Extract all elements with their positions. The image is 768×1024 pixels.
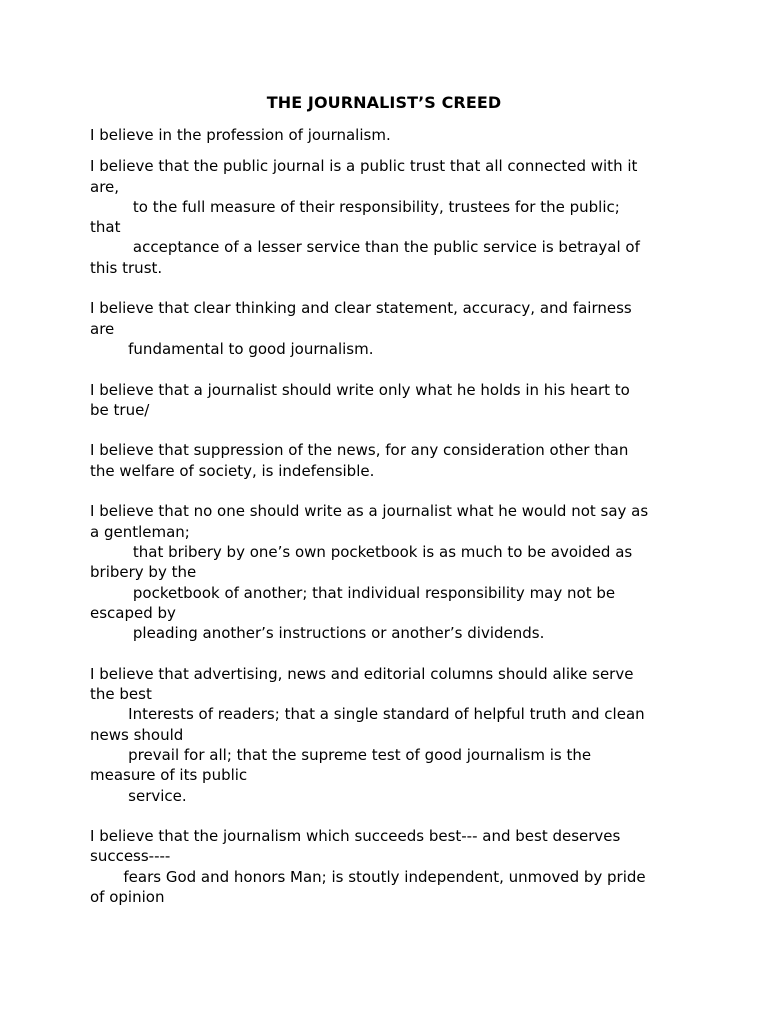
paragraph-line: pleading another’s instructions or another’s dividends. xyxy=(90,624,545,643)
paragraph-line: bribery by the xyxy=(90,563,197,582)
paragraph-line: news should xyxy=(90,725,184,744)
paragraph-line: I believe in the profession of journalism. xyxy=(90,126,391,144)
paragraph-spacer xyxy=(90,806,690,826)
paragraph-spacer xyxy=(90,278,690,298)
paragraph-spacer xyxy=(90,359,690,379)
paragraph-spacer xyxy=(90,643,690,663)
paragraph-spacer xyxy=(90,145,690,156)
creed-paragraph xyxy=(90,156,690,278)
paragraph-line: acceptance of a lesser service than the public service is betrayal of xyxy=(90,238,640,257)
paragraph-line: service. xyxy=(90,786,187,805)
paragraph-line: that bribery by one’s own pocketbook is as much to be avoided as xyxy=(90,542,633,561)
paragraph-line: pocketbook of another; that individual responsibility may not be xyxy=(90,583,616,602)
paragraph-line: prevail for all; that the supreme test of good journalism is the xyxy=(90,745,592,764)
creed-paragraph xyxy=(90,380,690,421)
paragraph-line: be true/ xyxy=(90,400,150,419)
creed-paragraph xyxy=(90,826,690,907)
paragraph-line: I believe that clear thinking and clear statement, accuracy, and fairness xyxy=(90,299,632,318)
document-title: THE JOURNALIST’S CREED xyxy=(266,93,502,112)
paragraph-line: I believe that the public journal is a public trust that all connected with it xyxy=(90,157,638,176)
document-body xyxy=(90,125,690,907)
paragraph-line: a gentleman; xyxy=(90,522,190,541)
paragraph-line: this trust. xyxy=(90,258,163,277)
paragraph-spacer xyxy=(90,420,690,440)
paragraph-line: that xyxy=(90,218,121,237)
creed-paragraph xyxy=(90,298,690,359)
creed-paragraph xyxy=(90,125,690,145)
paragraph-line: the best xyxy=(90,685,152,704)
paragraph-line: escaped by xyxy=(90,603,176,622)
creed-paragraph xyxy=(90,664,690,806)
paragraph-line: are xyxy=(90,319,115,338)
paragraph-line: fears God and honors Man; is stoutly independent, unmoved by pride xyxy=(90,867,646,886)
paragraph-line: to the full measure of their responsibility, trustees for the public; xyxy=(90,197,620,216)
paragraph-line: I believe that no one should write as a journalist what he would not say as xyxy=(90,502,649,521)
paragraph-line: I believe that a journalist should write only what he holds in his heart to xyxy=(90,380,630,399)
paragraph-line: I believe that advertising, news and editorial columns should alike serve xyxy=(90,664,634,683)
creed-paragraph xyxy=(90,440,690,481)
paragraph-line: of opinion xyxy=(90,887,165,906)
paragraph-line: success---- xyxy=(90,847,171,866)
paragraph-line: are, xyxy=(90,177,120,196)
paragraph-line: I believe that the journalism which succeeds best--- and best deserves xyxy=(90,827,621,846)
creed-paragraph xyxy=(90,501,690,643)
paragraph-line: the welfare of society, is indefensible. xyxy=(90,461,375,480)
paragraph-line: I believe that suppression of the news, for any consideration other than xyxy=(90,441,629,460)
paragraph-line: fundamental to good journalism. xyxy=(90,339,374,358)
paragraph-line: measure of its public xyxy=(90,766,248,785)
paragraph-spacer xyxy=(90,481,690,501)
paragraph-line: Interests of readers; that a single standard of helpful truth and clean xyxy=(90,705,645,724)
